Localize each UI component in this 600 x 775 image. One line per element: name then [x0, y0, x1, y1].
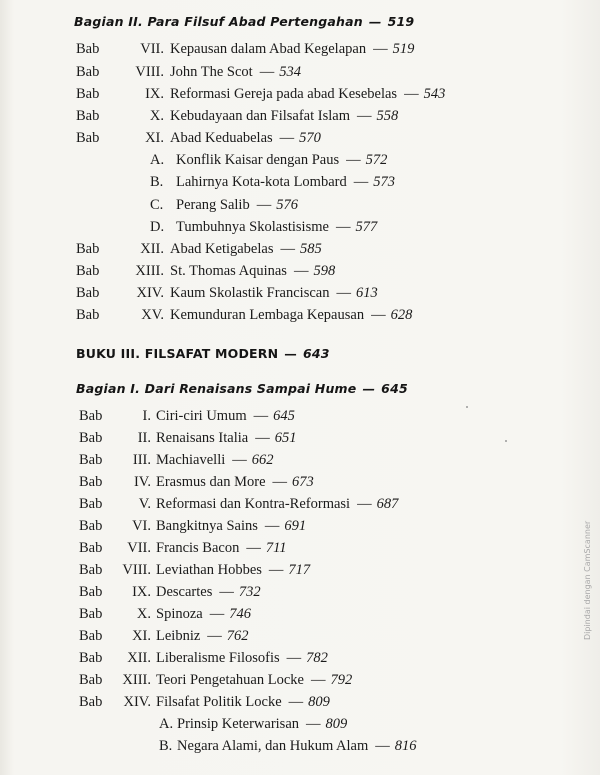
heading-page: 643 [303, 346, 330, 361]
toc-subrow: A. Prinsip Keterwarisan — 809 [159, 716, 348, 732]
toc-row: Bab XII. Abad Ketigabelas — 585 [76, 241, 322, 257]
toc-row: Bab XIV. Kaum Skolastik Franciscan — 613 [76, 285, 378, 301]
toc-row: Bab XI. Leibniz — 762 [79, 628, 249, 644]
toc-row: Bab V. Reformasi dan Kontra-Reformasi — 687 [79, 496, 399, 512]
toc-row: Bab X. Spinoza — 746 [79, 606, 251, 622]
scan-speck [505, 440, 507, 442]
camscanner-watermark: Dipindai dengan CamScanner [583, 520, 592, 640]
heading-page: 519 [387, 14, 415, 29]
toc-row: Bab VIII. John The Scot — 534 [76, 64, 301, 80]
toc-subrow: D. Tumbuhnya Skolastisisme — 577 [150, 219, 378, 235]
toc-row: Bab XIV. Filsafat Politik Locke — 809 [79, 694, 330, 710]
toc-row: Bab VII. Kepausan dalam Abad Kegelapan — 519 [76, 41, 415, 57]
toc-row: Bab IX. Reformasi Gereja pada abad Kesebelas — 543 [76, 86, 446, 102]
toc-subrow: B. Negara Alami, dan Hukum Alam — 816 [159, 738, 417, 754]
toc-row: Bab XII. Liberalisme Filosofis — 782 [79, 650, 328, 666]
section-heading-bagian-2: Bagian II. Para Filsuf Abad Pertengahan — 519 [74, 14, 415, 29]
heading-page: 645 [381, 381, 408, 396]
book-heading-buku-3: BUKU III. FILSAFAT MODERN — 643 [76, 346, 330, 361]
toc-row: Bab XIII. St. Thomas Aquinas — 598 [76, 263, 336, 279]
toc-row: Bab III. Machiavelli — 662 [79, 452, 274, 468]
toc-row: Bab II. Renaisans Italia — 651 [79, 430, 297, 446]
toc-subrow: B. Lahirnya Kota-kota Lombard — 573 [150, 174, 395, 190]
section-heading-bagian-1: Bagian I. Dari Renaisans Sampai Hume — 645 [76, 381, 408, 396]
toc-row: Bab IV. Erasmus dan More — 673 [79, 474, 314, 490]
scan-speck [466, 406, 468, 408]
toc-row: Bab XIII. Teori Pengetahuan Locke — 792 [79, 672, 353, 688]
toc-row: Bab IX. Descartes — 732 [79, 584, 261, 600]
toc-row: Bab XI. Abad Keduabelas — 570 [76, 130, 321, 146]
toc-row: Bab X. Kebudayaan dan Filsafat Islam — 558 [76, 108, 399, 124]
toc-row: Bab VIII. Leviathan Hobbes — 717 [79, 562, 311, 578]
toc-row: Bab VII. Francis Bacon — 711 [79, 540, 287, 556]
toc-row: Bab VI. Bangkitnya Sains — 691 [79, 518, 307, 534]
toc-subrow: C. Perang Salib — 576 [150, 197, 298, 213]
heading-text: Bagian II. Para Filsuf Abad Pertengahan [74, 14, 363, 29]
toc-subrow: A. Konflik Kaisar dengan Paus — 572 [150, 152, 388, 168]
heading-text: BUKU III. FILSAFAT MODERN [76, 346, 279, 361]
toc-row: Bab XV. Kemunduran Lembaga Kepausan — 628 [76, 307, 413, 323]
toc-row: Bab I. Ciri-ciri Umum — 645 [79, 408, 295, 424]
heading-text: Bagian I. Dari Renaisans Sampai Hume [76, 381, 357, 396]
